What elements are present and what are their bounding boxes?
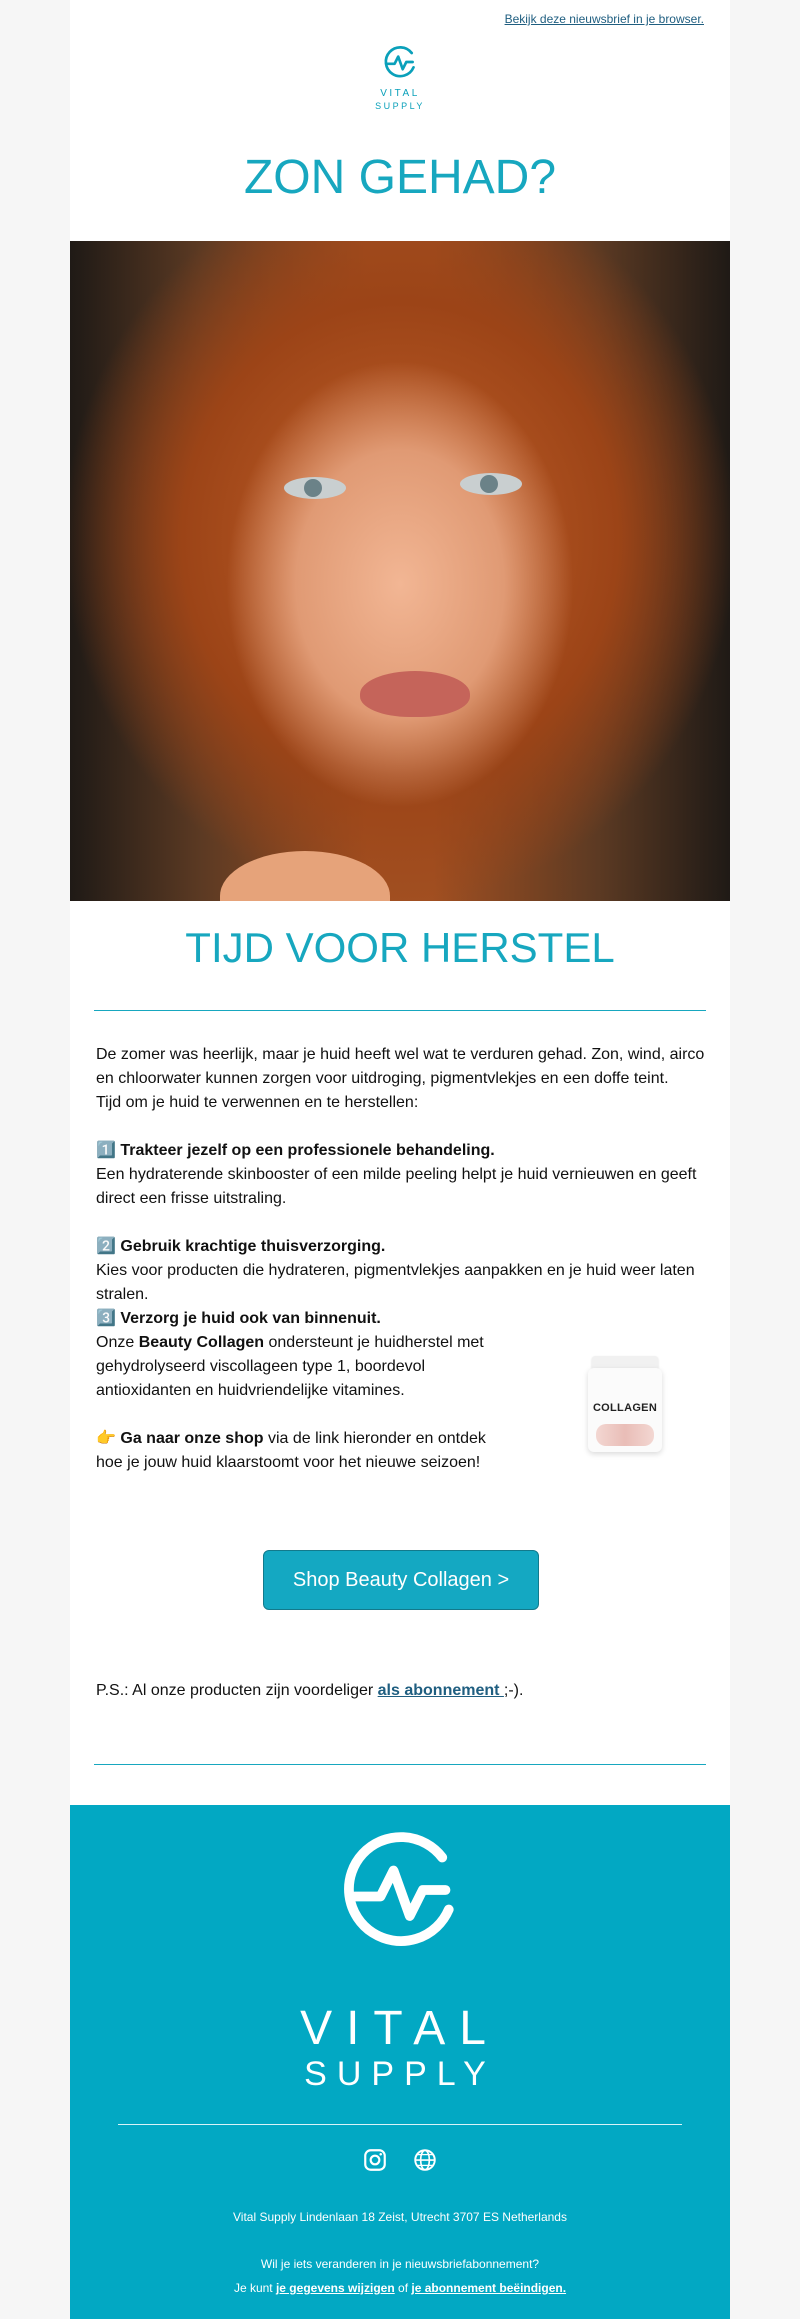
subscription-actions: Je kunt je gegevens wijzigen of je abonnement beëindigen. [233,2281,567,2295]
update-preferences-link[interactable]: je gegevens wijzigen [275,2281,395,2295]
subscription-question: Wil je iets veranderen in je nieuwsbriefabonnement? [260,2257,540,2271]
subscription-link[interactable]: als abonnement [377,1682,504,1699]
vital-supply-footer-logo-icon[interactable] [335,1825,465,1955]
header-brand-line1: VITAL [380,88,420,99]
step3-text: Onze Beauty Collagen ondersteunt je huidherstel met gehydrolyseerd viscollageen type 1, boordevol antioxidanten en huidvriendelijke vitamines. [96,1334,484,1399]
header-logo[interactable] [70,44,730,111]
hero-shoulder [220,851,390,901]
intro-text: De zomer was heerlijk, maar je huid heeft wel wat te verduren gehad. Zon, wind, airco en chloorwater kunnen zorgen voor uitdroging, pigmentvlekjes en een doffe teint. [96,1046,705,1087]
hero-image [70,241,730,901]
pointing-hand-icon: 👉 [96,1430,116,1447]
header-brand-line2: SUPPLY [375,101,425,111]
footer-divider [118,2124,682,2125]
vital-supply-logo-icon [382,44,418,80]
unsubscribe-link[interactable]: je abonnement beëindigen. [411,2281,567,2295]
instagram-icon[interactable] [362,2147,388,2173]
step1-text: Een hydraterende skinbooster of een milde peeling helpt je huid vernieuwen en geeft direct een frisse uitstraling. [96,1166,697,1207]
shop-text: 👉 Ga naar onze shop via de link hieronder en ontdek hoe je jouw huid klaarstoomt voor het nieuwe seizoen! [96,1430,486,1471]
footer [70,1805,730,2319]
company-address: Vital Supply Lindenlaan 18 Zeist, Utrecht 3707 ES Netherlands [233,2210,567,2224]
jar-capsules [596,1424,654,1446]
view-in-browser-link[interactable]: Bekijk deze nieuwsbrief in je browser. [504,12,704,26]
hero-lips [360,671,470,717]
product-name: Beauty Collagen [138,1334,265,1351]
collagen-product-image[interactable] [570,1346,680,1464]
divider-top [94,1010,706,1011]
hero-eye-right [460,473,522,495]
step2-title: 2️⃣ Gebruik krachtige thuisverzorging. [96,1238,386,1255]
hero-title: ZON GEHAD? [243,151,557,204]
hero-eye-left [284,477,346,499]
globe-icon[interactable] [412,2147,438,2173]
step1-title: 1️⃣ Trakteer jezelf op een professionele behandeling. [96,1142,495,1159]
jar-label: COLLAGEN [592,1402,658,1414]
divider-bottom [94,1764,706,1765]
step3-title: 3️⃣ Verzorg je huid ook van binnenuit. [96,1310,381,1327]
shop-beauty-collagen-button[interactable]: Shop Beauty Collagen > [263,1550,539,1610]
jar-body [588,1368,662,1452]
step2-text: Kies voor producten die hydrateren, pigmentvlekjes aanpakken en je huid weer laten stralen. [96,1262,695,1303]
social-links [70,2147,730,2173]
intro-text-2: Tijd om je huid te verwennen en te herstellen: [96,1094,419,1111]
section-title: TIJD VOOR HERSTEL [185,924,615,971]
footer-brand-line2: SUPPLY [304,2055,496,2093]
footer-brand-line1: VITAL [300,2002,500,2055]
email-container [70,0,730,2319]
ps-text: P.S.: Al onze producten zijn voordeliger als abonnement ;-). [96,1682,524,1699]
